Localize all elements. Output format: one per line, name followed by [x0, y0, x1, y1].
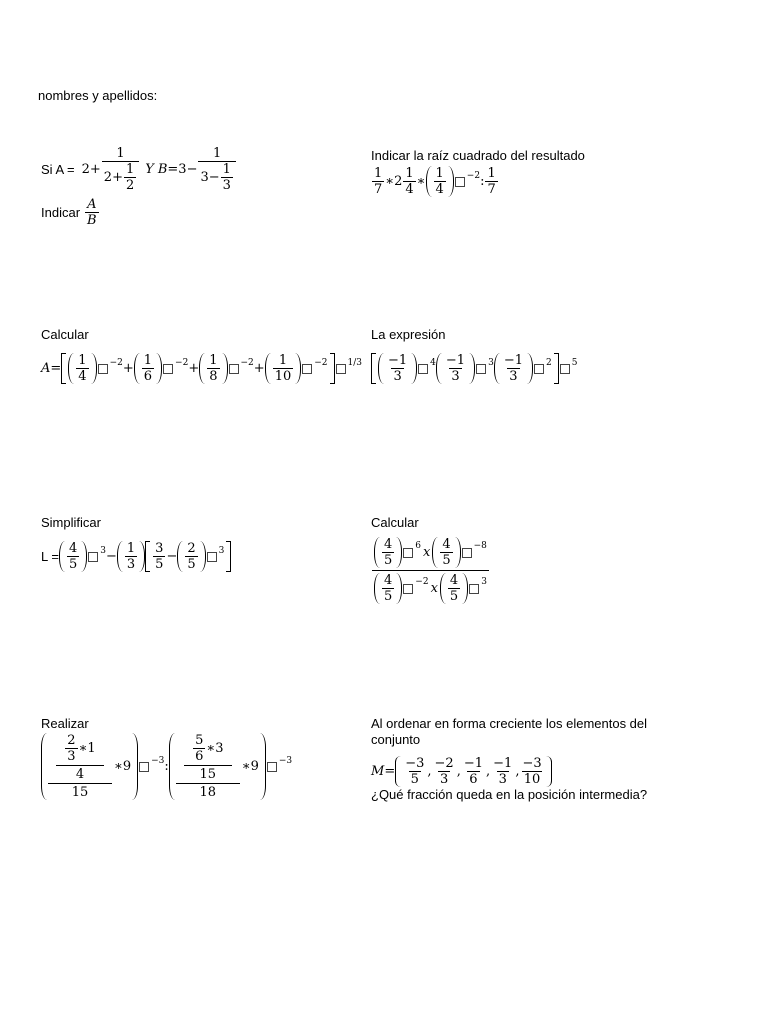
problem-2	[371, 148, 585, 197]
problem-8-title: Al ordenar en forma creciente los elementos del conjunto	[371, 716, 648, 747]
problem-8	[371, 716, 691, 803]
problem-2-expression: $\frac{1}{7}$ ∗2 $\frac{1}{4}$ ∗ $\frac{1}{4}$ −2 : $\frac{1}{7}$	[374, 166, 496, 197]
expression-a: 2+ 1 2+ $\frac{1}{2}$ Y B =3− 1 3− $\frac{1}{3}$	[81, 146, 237, 193]
problem-4-expression: $\frac{-1}{3}$ 4 $\frac{-1}{3}$ 3 $\frac{-1}{3}$ 2 5	[371, 353, 577, 384]
problem-2-title: Indicar la raíz cuadrado del resultado	[371, 148, 585, 163]
problem-8-set: M = $\frac{-3}{5}$ , $\frac{-2}{3}$ , $\frac{-1}{6}$ , $\frac{-1}{3}$ , $\frac{-3}{10}$	[371, 756, 552, 787]
problem-4-title: La expresión	[371, 327, 446, 342]
problem-1-ask: Indicar	[41, 204, 81, 220]
problem-6-expression: $\frac{4}{5}$ 6 x $\frac{4}{5}$ −8 $\frac{4}{5}$ −2 x $\frac{4}{5}$ 3	[371, 537, 490, 604]
problem-1	[41, 146, 237, 228]
problem-6	[371, 515, 490, 604]
problem-6-title: Calcular	[371, 515, 419, 530]
student-name-label: nombres y apellidos:	[38, 88, 158, 103]
problem-4	[371, 327, 577, 384]
problem-3	[41, 327, 362, 384]
problem-5	[41, 515, 231, 572]
problem-3-title: Calcular	[41, 327, 89, 342]
problem-1-intro: Si A =	[41, 161, 75, 177]
problem-8-question: ¿Qué fracción queda en la posición intermedia?	[371, 787, 648, 802]
problem-5-expression: $\frac{4}{5}$ 3 − $\frac{1}{3}$ $\frac{3}{5}$ − $\frac{2}{5}$ 3	[59, 541, 231, 572]
problem-7-title: Realizar	[41, 716, 89, 731]
problem-7-visual: $\frac{2}{3}$ ∗1 4 15 ∗9 −3 : $\frac{5}{6}$ ∗3 15 18 ∗9 −3	[41, 733, 292, 800]
problem-5-lhs: L =	[41, 548, 59, 564]
problem-7	[41, 716, 89, 732]
problem-5-title: Simplificar	[41, 515, 101, 530]
problem-3-expression: A = $\frac{1}{4}$ −2 + $\frac{1}{6}$ −2 + $\frac{1}{8}$ −2 + $\frac{1}{10}$ −2 1/3	[41, 353, 363, 384]
a-over-b: $\frac{A}{B}$	[87, 197, 97, 228]
